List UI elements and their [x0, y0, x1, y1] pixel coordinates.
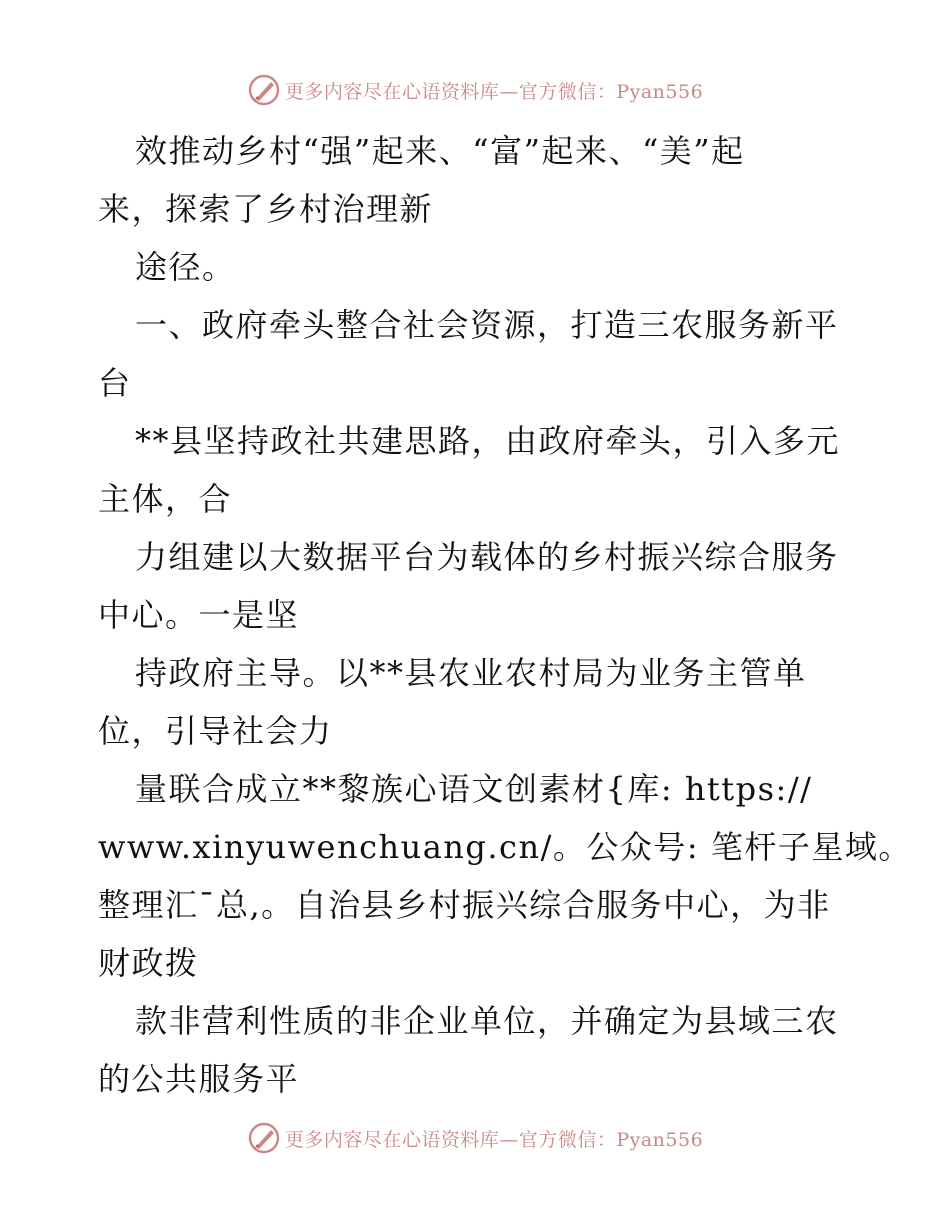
- text-line: **县坚持政社共建思路，由政府牵头，引入多元: [135, 422, 841, 460]
- pen-logo-icon: [247, 73, 281, 107]
- watermark-footer: [0, 1118, 950, 1158]
- url-line: www.xinyuwenchuang.cn/。公众号: 笔杆子星域。: [98, 828, 912, 866]
- text-line: 力组建以大数据平台为载体的乡村振兴综合服务: [135, 538, 839, 576]
- text-line: 主体，合: [98, 480, 233, 518]
- watermark-text: 更多内容尽在心语资料库—官方微信：Pyan556: [284, 1128, 704, 1151]
- watermark-header: [0, 70, 950, 110]
- text-line: 量联合成立**黎族心语文创素材{库: https://: [135, 770, 813, 808]
- document-body: [98, 122, 912, 1108]
- text-line: 效推动乡村“强”起来、“富”起来、“美”起: [135, 132, 745, 170]
- text-line: 来，探索了乡村治理新: [98, 190, 434, 228]
- text-line: 持政府主导。以**县农业农村局为业务主管单: [135, 654, 807, 692]
- section-heading-cont: 台: [98, 364, 132, 402]
- watermark-text: 更多内容尽在心语资料库—官方微信：Pyan556: [284, 80, 704, 103]
- section-heading: 一、政府牵头整合社会资源，打造三农服务新平: [135, 306, 839, 344]
- text-line: 位，引导社会力: [98, 712, 333, 750]
- text-line: 财政拨: [98, 944, 199, 982]
- text-line: 中心。一是坚: [98, 596, 300, 634]
- text-line: 整理汇¯总,。自治县乡村振兴综合服务中心，为非: [98, 886, 831, 924]
- text-line: 途径。: [135, 248, 236, 286]
- text-line: 的公共服务平: [98, 1060, 300, 1098]
- pen-logo-icon: [247, 1121, 281, 1155]
- text-line: 款非营利性质的非企业单位，并确定为县域三农: [135, 1002, 839, 1040]
